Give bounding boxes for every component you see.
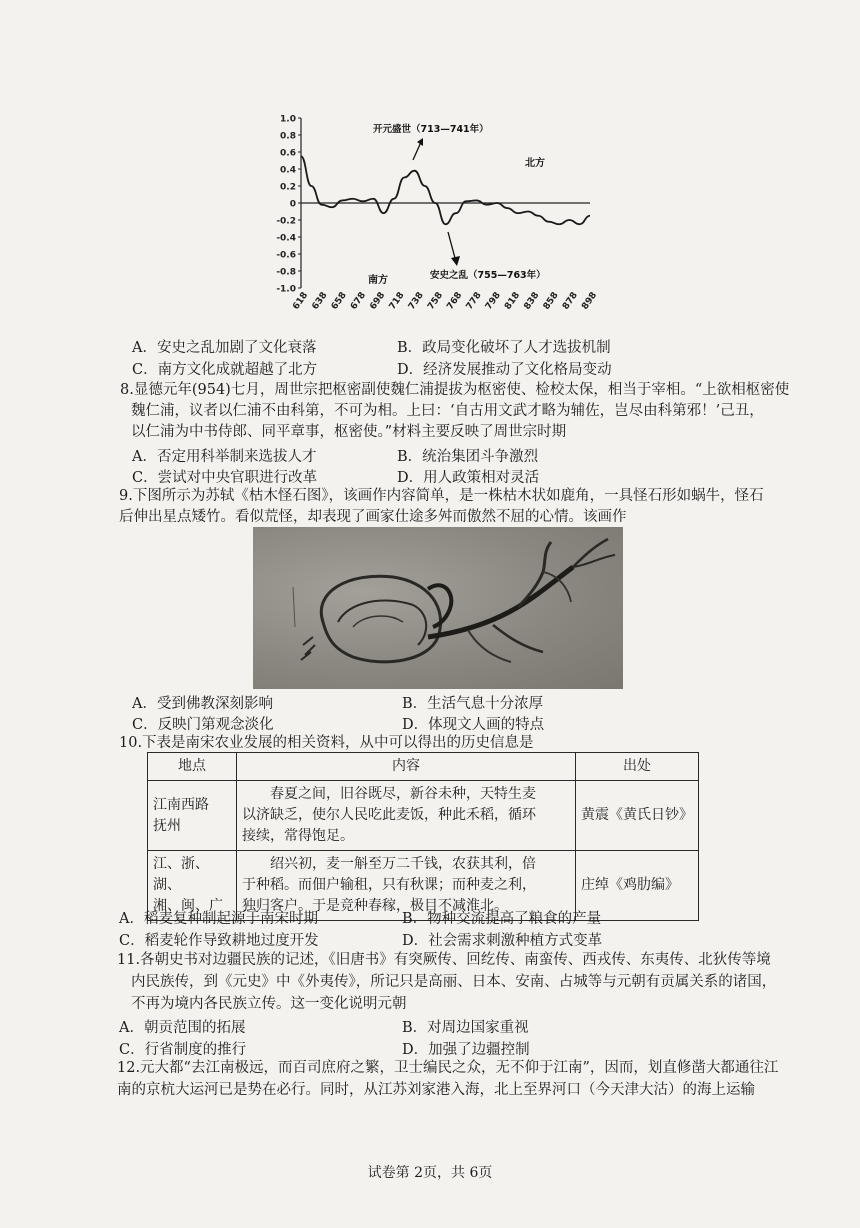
content-line: 于种稻。而佃户输租，只有秋课；而种麦之利， — [242, 877, 536, 893]
table-cell-source: 庄绰《鸡肋编》 — [576, 851, 699, 921]
q8-stem-line-2: 魏仁浦，议者以仁浦不由科第，不可为相。上曰：‘自古用文武才略为辅佐，岂尽由科第邪！’己丑， — [131, 403, 764, 419]
y-tick-label: 0 — [289, 199, 296, 210]
place-line: 江南西路 — [153, 796, 209, 813]
x-tick-label: 778 — [464, 290, 484, 312]
x-tick-label: 738 — [406, 290, 426, 312]
x-tick-label: 798 — [483, 290, 503, 312]
y-tick-label: 0.4 — [280, 165, 296, 176]
annotation-trough-arrow — [448, 232, 455, 258]
x-tick-label: 818 — [503, 290, 523, 312]
table-cell-place — [148, 781, 237, 851]
y-tick-label: 1.0 — [280, 114, 296, 125]
x-tick-label: 758 — [426, 290, 446, 312]
annotation-north: 北方 — [525, 158, 545, 169]
content-line: 绍兴初，麦一斛至万二千钱，农获其利，倍 — [270, 856, 536, 872]
x-tick-label: 768 — [445, 290, 465, 312]
q7-option-c[interactable]: C．南方文化成就超越了北方 — [132, 362, 318, 378]
table-row — [148, 781, 699, 851]
q11-option-d[interactable]: D．加强了边疆控制 — [402, 1042, 530, 1058]
q11-stem-line-3: 不再为境内各民族立传。这一变化说明元朝 — [131, 996, 407, 1012]
q10-option-c[interactable]: C．稻麦轮作导致耕地过度开发 — [119, 933, 319, 949]
place-line: 抚州 — [153, 817, 181, 834]
table-header-place: 地点 — [148, 753, 237, 781]
q10-option-b[interactable]: B．物种交流提高了粮食的产量 — [402, 911, 602, 927]
chart-svg — [265, 108, 600, 333]
annotation-south: 南方 — [368, 275, 388, 286]
q8-stem-line-3: 以仁浦为中书侍郎、同平章事，枢密使。”材料主要反映了周世宗时期 — [131, 424, 567, 440]
x-tick-label: 678 — [349, 290, 369, 312]
annotation-trough: 安史之乱（755—763年） — [430, 270, 546, 281]
withered-tree-and-rock-painting — [253, 527, 623, 689]
q8-option-b[interactable]: B．统治集团斗争激烈 — [397, 449, 539, 465]
q7-option-b[interactable]: B．政局变化破坏了人才选拔机制 — [397, 340, 611, 356]
q9-option-a[interactable]: A．受到佛教深刻影响 — [132, 696, 273, 712]
y-tick-label: -1.0 — [276, 284, 296, 295]
x-tick-label: 858 — [541, 290, 561, 312]
y-tick-label: -0.8 — [276, 267, 296, 278]
q10-option-a[interactable]: A．稻麦复种制起源于南宋时期 — [119, 911, 318, 927]
x-tick-label: 718 — [387, 290, 407, 312]
q11-stem-line-1: 11.各朝史书对边疆民族的记述，《旧唐书》有突厥传、回纥传、南蛮传、西戎传、东夷传、北狄传等境 — [117, 952, 771, 968]
content-line: 接续，常得饱足。 — [242, 828, 354, 844]
x-tick-label: 638 — [310, 290, 330, 312]
q9-option-c[interactable]: C．反映门第观念淡化 — [132, 717, 274, 733]
agriculture-table — [147, 752, 699, 921]
place-line: 江、浙、湖、 — [153, 856, 209, 893]
table-cell-source: 黄震《黄氏日钞》 — [576, 781, 699, 851]
y-tick-label: 0.6 — [280, 148, 296, 159]
q10-stem: 10.下表是南宋农业发展的相关资料，从中可以得出的历史信息是 — [119, 735, 534, 751]
q8-option-d[interactable]: D．用人政策相对灵活 — [397, 470, 540, 486]
x-tick-label: 658 — [329, 290, 349, 312]
q8-option-a[interactable]: A．否定用科举制来选拔人才 — [132, 449, 317, 465]
annotation-trough-arrowhead — [451, 256, 460, 266]
q11-option-a[interactable]: A．朝贡范围的拓展 — [119, 1020, 246, 1036]
table-cell-content — [237, 781, 576, 851]
x-tick-label: 898 — [580, 290, 600, 312]
y-tick-label: -0.6 — [276, 250, 296, 261]
y-tick-label: 0.8 — [280, 131, 296, 142]
q11-stem-line-2: 内民族传，到《元史》中《外夷传》，所记只是高丽、日本、安南、占城等与元朝有贡属关系的诸国， — [131, 974, 777, 990]
q8-stem-line-1: 8.显德元年(954)七月，周世宗把枢密副使魏仁浦提拔为枢密使、检校太保，相当于宰相。“上欲相枢密使 — [120, 382, 790, 398]
y-tick-label: -0.2 — [276, 216, 296, 227]
q7-option-a[interactable]: A．安史之乱加剧了文化衰落 — [132, 340, 317, 356]
place-line: 湘、闽、广 — [153, 898, 223, 914]
content-line: 以济缺乏，使尔人民吃此麦饭，种此禾稻，循环 — [242, 807, 536, 823]
cultural-index-line-chart — [265, 108, 600, 333]
q9-option-d[interactable]: D．体现文人画的特点 — [402, 717, 545, 733]
annotation-peak: 开元盛世（713—741年） — [373, 124, 489, 135]
content-line: 独归客户。于是竞种春稼，极目不减淮北。 — [242, 898, 508, 914]
table-header-content: 内容 — [237, 753, 576, 781]
painting-sketch — [253, 527, 623, 689]
q12-stem-line-2: 南的京杭大运河已是势在必行。同时，从江苏刘家港入海，北上至界河口（今天津大沽）的海上运输 — [117, 1082, 755, 1098]
q7-option-d[interactable]: D．经济发展推动了文化格局变动 — [397, 362, 612, 378]
x-tick-label: 878 — [560, 290, 580, 312]
x-tick-label: 838 — [522, 290, 542, 312]
q10-option-d[interactable]: D．社会需求刺激种植方式变革 — [402, 933, 603, 949]
x-tick-label: 618 — [291, 290, 311, 312]
q11-option-b[interactable]: B．对周边国家重视 — [402, 1020, 529, 1036]
q12-stem-line-1: 12.元大都“去江南极远，而百司庶府之繁，卫士编民之众，无不仰于江南”，因而，划直修凿大都通往江 — [117, 1060, 779, 1076]
q9-stem-line-1: 9.下图所示为苏轼《枯木怪石图》，该画作内容简单，是一株枯木状如鹿角，一具怪石形如蜗牛，怪石 — [119, 488, 764, 504]
table-header-row — [148, 753, 699, 781]
q9-stem-line-2: 后伸出星点矮竹。看似荒怪，却表现了画家仕途多舛而傲然不屈的心情。该画作 — [119, 509, 627, 525]
page-footer: 试卷第 2页，共 6页 — [367, 1165, 493, 1181]
q11-option-c[interactable]: C．行省制度的推行 — [119, 1042, 247, 1058]
table-header-source: 出处 — [576, 753, 699, 781]
x-tick-label: 698 — [368, 290, 388, 312]
y-tick-label: 0.2 — [280, 182, 296, 193]
y-tick-label: -0.4 — [276, 233, 296, 244]
annotation-peak-arrow — [413, 142, 421, 160]
content-line: 春夏之间，旧谷既尽，新谷未种，天特生麦 — [270, 786, 536, 802]
q8-option-c[interactable]: C．尝试对中央官职进行改革 — [132, 470, 318, 486]
series-line — [301, 156, 590, 224]
q9-option-b[interactable]: B．生活气息十分浓厚 — [402, 696, 544, 712]
